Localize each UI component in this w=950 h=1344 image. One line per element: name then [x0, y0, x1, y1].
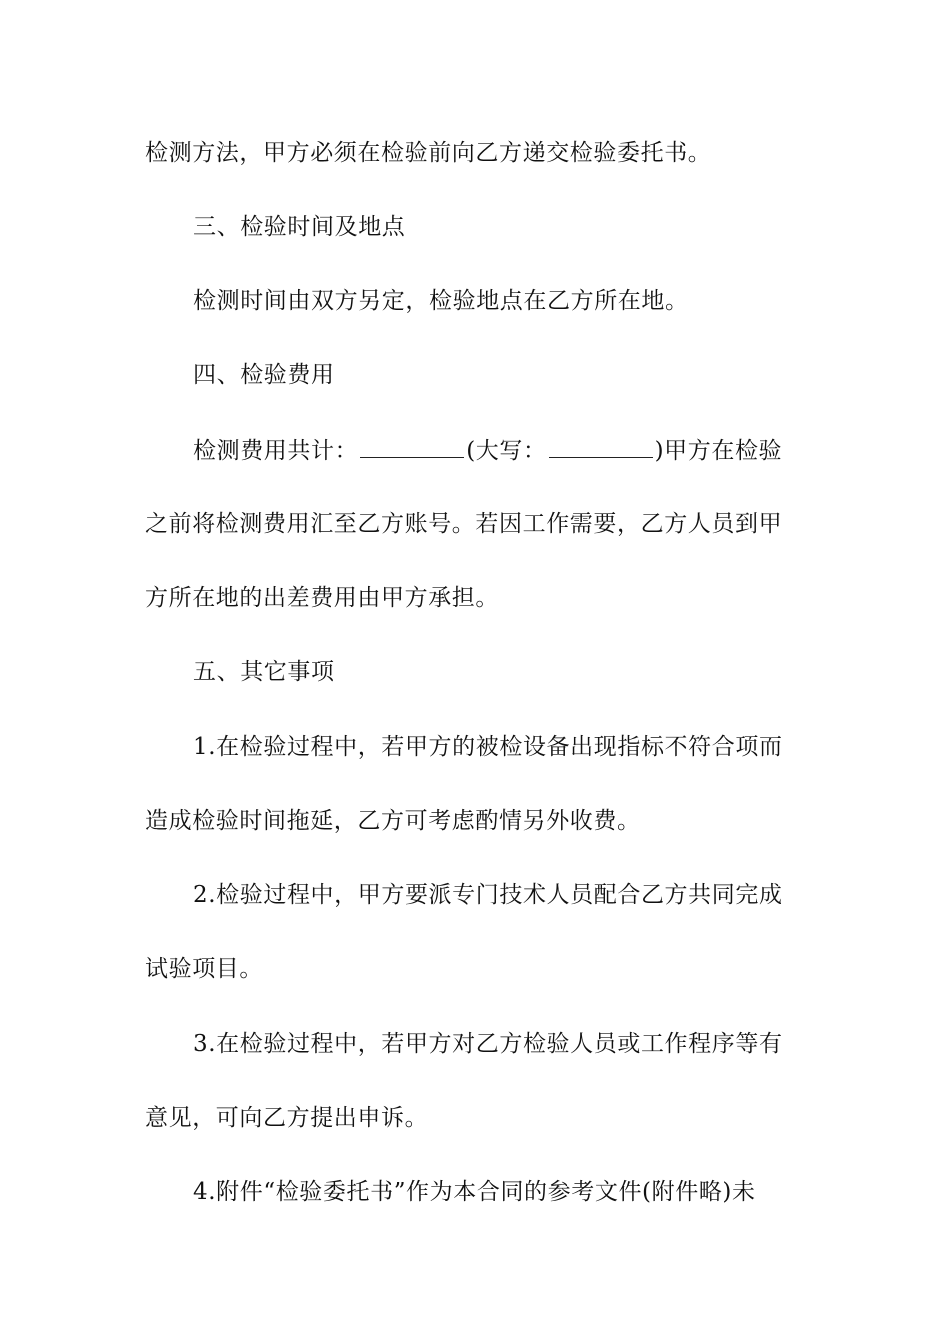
- fee-suffix: )甲方在检验: [654, 438, 783, 464]
- paragraph-line: 检测方法，甲方必须在检验前向乙方递交检验委托书。: [145, 140, 712, 166]
- paragraph-line: 检测时间由双方另定，检验地点在乙方所在地。: [193, 288, 689, 314]
- fee-capital-blank: [549, 435, 653, 458]
- fee-line: [193, 435, 810, 466]
- paragraph-line: 之前将检测费用汇至乙方账号。若因工作需要，乙方人员到甲: [145, 511, 783, 537]
- fee-prefix: 检测费用共计：: [193, 438, 359, 464]
- fee-middle: (大写：: [466, 438, 547, 464]
- paragraph-line: 意见，可向乙方提出申诉。: [145, 1105, 429, 1131]
- section-heading-5: 五、其它事项: [193, 659, 335, 685]
- paragraph-line: 试验项目。: [145, 956, 263, 982]
- paragraph-line: 造成检验时间拖延，乙方可考虑酌情另外收费。: [145, 808, 641, 834]
- fee-amount-blank: [360, 435, 464, 458]
- list-item-1: 1.在检验过程中，若甲方的被检设备出现指标不符合项而: [193, 734, 783, 760]
- section-heading-4: 四、检验费用: [193, 362, 335, 388]
- list-item-3: 3.在检验过程中，若甲方对乙方检验人员或工作程序等有: [193, 1031, 783, 1057]
- section-heading-3: 三、检验时间及地点: [193, 214, 406, 240]
- paragraph-line: 方所在地的出差费用由甲方承担。: [145, 585, 499, 611]
- list-item-4: 4.附件“检验委托书”作为本合同的参考文件(附件略)未: [193, 1179, 756, 1205]
- list-item-2: 2.检验过程中，甲方要派专门技术人员配合乙方共同完成: [193, 882, 783, 908]
